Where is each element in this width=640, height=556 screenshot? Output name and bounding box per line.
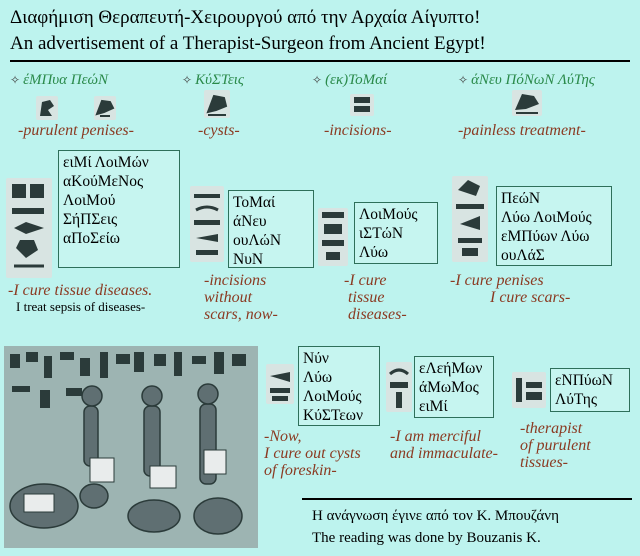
footer-divider [302, 498, 632, 500]
greek-line: εΛεήΜων [419, 360, 483, 377]
greek-line: Λύω ΛοιΜούς [501, 209, 592, 226]
hieroglyph-column [318, 208, 348, 266]
label-cysts-greek: ✧ ΚύΣΤεις [182, 72, 245, 88]
greek-box-5 [298, 346, 380, 426]
caption-cysts: -cysts- [198, 122, 240, 139]
greek-line: ΠεώΝ [501, 190, 541, 207]
caption-incisions-block: -incisions without scars, now- [204, 272, 278, 323]
caption-merciful: -I am merciful and immaculate- [390, 428, 498, 462]
footer-english: The reading was done by Bouzanis K. [312, 530, 541, 546]
hieroglyph-column [512, 372, 546, 408]
greek-box-6 [414, 356, 494, 418]
hieroglyph-column [6, 178, 52, 278]
greek-line: ΛοιΜού [63, 192, 116, 209]
greek-line: ΚύΣΤεων [303, 407, 364, 424]
greek-line: ΝυΝ [233, 251, 264, 268]
greek-box-1 [58, 150, 180, 268]
greek-line: ουΛώΝ [233, 232, 282, 249]
label-purulent-penises-greek: ✧ έΜΠυα ΠεώΝ [10, 72, 109, 88]
hieroglyph-image [94, 96, 116, 120]
greek-line: άΝευ [233, 213, 267, 230]
hieroglyph-image [512, 90, 542, 116]
greek-line: ΛοιΜούς [359, 206, 418, 223]
greek-line: εΜΠύων Λύω [501, 228, 590, 245]
greek-line: ΣήΠΣεις [63, 211, 118, 228]
greek-line: ιΣΤώΝ [359, 225, 404, 242]
greek-line: ΤοΜαί [233, 194, 276, 211]
hieroglyph-column [190, 186, 224, 262]
greek-line: Λύω [359, 244, 389, 261]
greek-line: αΠοΣείω [63, 230, 120, 247]
hieroglyph-column [266, 364, 294, 404]
greek-box-3 [354, 202, 438, 264]
hieroglyph-image [204, 90, 230, 118]
greek-line: άΜωΜος [419, 379, 479, 396]
greek-line: Νύν [303, 350, 329, 367]
greek-line: αΚούΜεΝος [63, 173, 144, 190]
footer-greek: Η ανάγνωση έγινε από τον Κ. Μπουζάνη [312, 508, 559, 524]
tomb-relief-image [4, 346, 258, 548]
caption-cysts-foreskin: -Now, I cure out cysts of foreskin- [264, 428, 361, 479]
caption-painless: -painless treatment- [458, 122, 586, 139]
greek-line: εΝΠύωΝ [555, 372, 613, 389]
caption-purulent-penises: -purulent penises- [18, 122, 134, 139]
label-painless-greek: ✧ άΝευ ΠόΝωΝ ΛύΤης [458, 72, 595, 88]
title-greek: Διαφήμιση Θεραπευτή-Χειρουργού από την Αρχαία Αίγυπτο! [10, 7, 481, 28]
caption-penises-block: -I cure penises I cure scars- [450, 272, 571, 306]
hieroglyph-image [350, 94, 374, 116]
caption-incisions: -incisions- [324, 122, 392, 139]
greek-box-2 [228, 190, 314, 268]
label-incisions-greek: ✧ (εκ)ΤοΜαί [312, 72, 388, 88]
caption-therapist: -therapist of purulent tissues- [520, 420, 591, 471]
greek-line: ειΜί [419, 398, 448, 415]
caption-tissue-diseases: -I cure tissue diseases. [8, 282, 153, 299]
greek-line: ΛύΤης [555, 391, 598, 408]
greek-box-4 [496, 186, 612, 266]
title-divider [10, 60, 630, 62]
hieroglyph-column [386, 362, 412, 412]
greek-line: ειΜί ΛοιΜών [63, 154, 149, 171]
greek-line: ΛοιΜούς [303, 388, 362, 405]
greek-line: Λύω [303, 369, 333, 386]
greek-box-7 [550, 368, 630, 412]
caption-tissue-block: -I cure tissue diseases- [344, 272, 407, 323]
greek-line: ουΛάΣ [501, 247, 545, 264]
hieroglyph-image [36, 96, 58, 120]
hieroglyph-column [452, 176, 488, 262]
title-english: An advertisement of a Therapist-Surgeon from Ancient Egypt! [10, 33, 486, 54]
caption-sepsis: I treat sepsis of diseases- [16, 299, 146, 314]
